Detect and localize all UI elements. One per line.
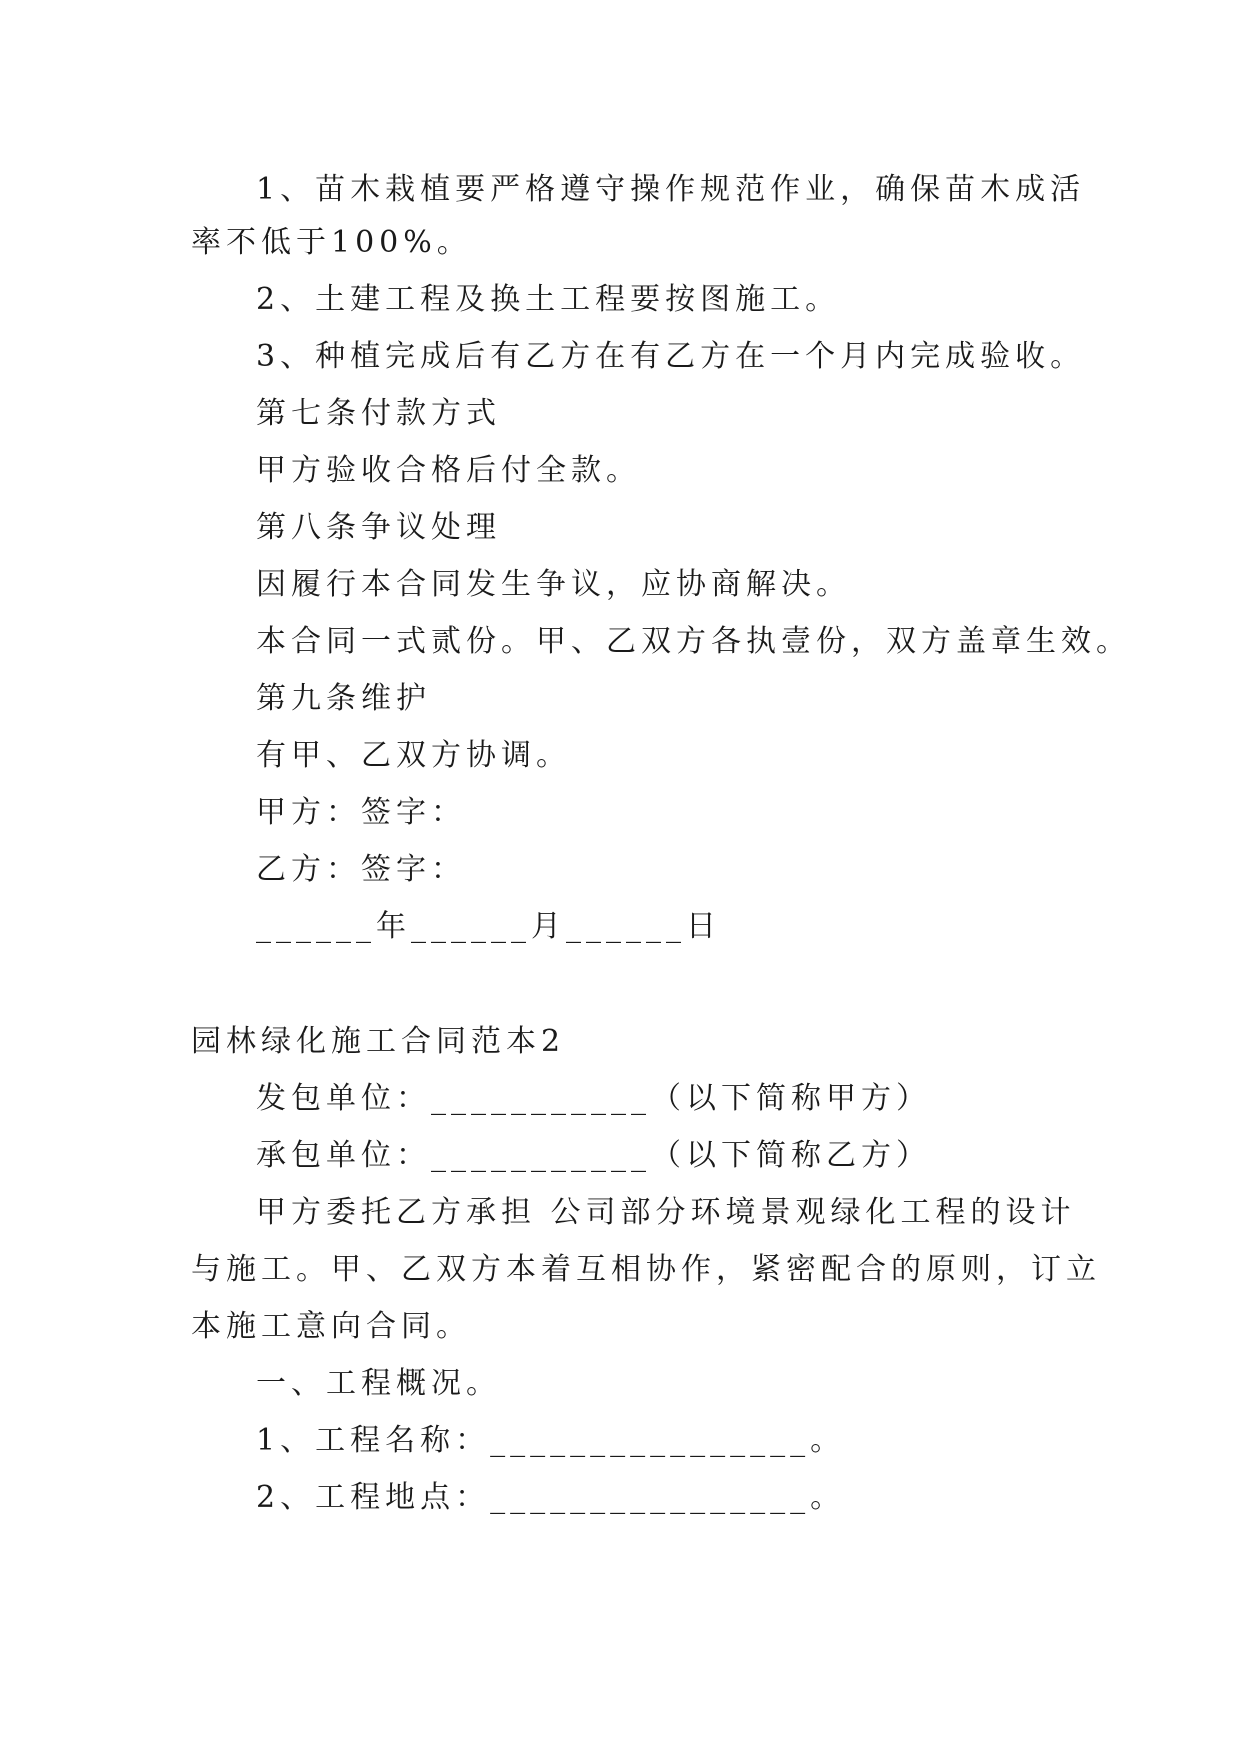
paragraph-line: 与施工。甲、乙双方本着互相协作，紧密配合的原则，订立: [191, 1252, 1101, 1287]
signature-line-party-b: 乙方：签字：: [256, 852, 466, 887]
paragraph-line: 1、工程名称：________________。: [256, 1423, 846, 1458]
paragraph-line: 甲方委托乙方承担 公司部分环境景观绿化工程的设计: [256, 1195, 1076, 1230]
paragraph-line: 发包单位：___________（以下简称甲方）: [256, 1081, 931, 1116]
signature-line-party-a: 甲方：签字：: [256, 795, 466, 830]
paragraph-line: 2、工程地点：________________。: [256, 1480, 846, 1515]
section-heading: 第八条争议处理: [256, 510, 501, 545]
document-title: 园林绿化施工合同范本2: [191, 1024, 566, 1059]
paragraph-line: 甲方验收合格后付全款。: [256, 453, 641, 488]
section-heading: 一、工程概况。: [256, 1366, 501, 1401]
paragraph-line: 承包单位：___________（以下简称乙方）: [256, 1138, 931, 1173]
paragraph-line: 1、苗木栽植要严格遵守操作规范作业，确保苗木成活: [256, 172, 1086, 207]
paragraph-line: 本施工意向合同。: [191, 1309, 471, 1344]
section-heading: 第九条维护: [256, 681, 431, 716]
date-line: ______年______月______日: [256, 909, 721, 944]
section-heading: 第七条付款方式: [256, 396, 501, 431]
paragraph-line: 3、种植完成后有乙方在有乙方在一个月内完成验收。: [256, 339, 1086, 374]
paragraph-line: 率不低于100%。: [191, 225, 472, 260]
paragraph-line: 有甲、乙双方协调。: [256, 738, 571, 773]
paragraph-line: 因履行本合同发生争议，应协商解决。: [256, 567, 851, 602]
paragraph-line: 2、土建工程及换土工程要按图施工。: [256, 282, 841, 317]
paragraph-line: 本合同一式贰份。甲、乙双方各执壹份，双方盖章生效。: [256, 624, 1131, 659]
